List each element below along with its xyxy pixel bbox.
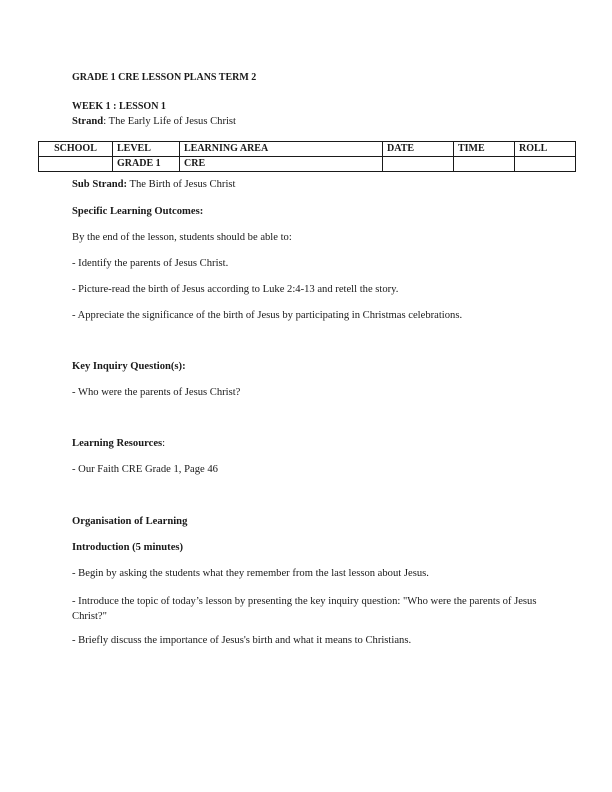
header-time: TIME (454, 142, 515, 157)
organisation-heading: Organisation of Learning (72, 516, 188, 527)
inquiry-item: - Who were the parents of Jesus Christ? (72, 387, 241, 398)
header-level: LEVEL (113, 142, 180, 157)
resources-heading: Learning Resources (72, 438, 163, 449)
table-row (39, 157, 576, 172)
lesson-meta-table (38, 141, 576, 172)
introduction-item: - Briefly discuss the importance of Jesus's birth and what it means to Christians. (72, 635, 412, 646)
outcome-item: - Identify the parents of Jesus Christ. (72, 258, 229, 269)
cell-level: GRADE 1 (113, 157, 180, 172)
resources-heading-suffix: : (162, 438, 166, 449)
resources-heading-line (72, 438, 165, 449)
strand-value: : The Early Life of Jesus Christ (103, 116, 236, 127)
cell-roll (515, 157, 576, 172)
outcome-item: - Picture-read the birth of Jesus according to Luke 2:4-13 and retell the story. (72, 284, 399, 295)
introduction-item: - Begin by asking the students what they remember from the last lesson about Jesus. (72, 568, 429, 579)
introduction-heading: Introduction (5 minutes) (72, 542, 184, 553)
sub-strand-label: Sub Strand: (72, 179, 128, 190)
outcomes-heading: Specific Learning Outcomes: (72, 206, 204, 217)
document-title: GRADE 1 CRE LESSON PLANS TERM 2 (72, 72, 257, 83)
cell-school (39, 157, 113, 172)
introduction-item: - Introduce the topic of today’s lesson by presenting the key inquiry question: "Who were the parents of Jesus Christ?" (72, 596, 537, 622)
header-school: SCHOOL (39, 142, 113, 157)
week-lesson-heading: WEEK 1 : LESSON 1 (72, 101, 166, 112)
cell-learning-area: CRE (180, 157, 383, 172)
header-learning-area: LEARNING AREA (180, 142, 383, 157)
strand-label: Strand (72, 116, 104, 127)
sub-strand-value: The Birth of Jesus Christ (127, 179, 236, 190)
sub-strand-line (72, 179, 235, 190)
cell-date (383, 157, 454, 172)
resource-item: - Our Faith CRE Grade 1, Page 46 (72, 464, 218, 475)
strand-line (72, 116, 236, 127)
outcomes-intro: By the end of the lesson, students should be able to: (72, 232, 292, 243)
header-date: DATE (383, 142, 454, 157)
table-header-row (39, 142, 576, 157)
header-roll: ROLL (515, 142, 576, 157)
cell-time (454, 157, 515, 172)
inquiry-heading: Key Inquiry Question(s): (72, 361, 186, 372)
outcome-item: - Appreciate the significance of the birth of Jesus by participating in Christmas celebrations. (72, 310, 463, 321)
